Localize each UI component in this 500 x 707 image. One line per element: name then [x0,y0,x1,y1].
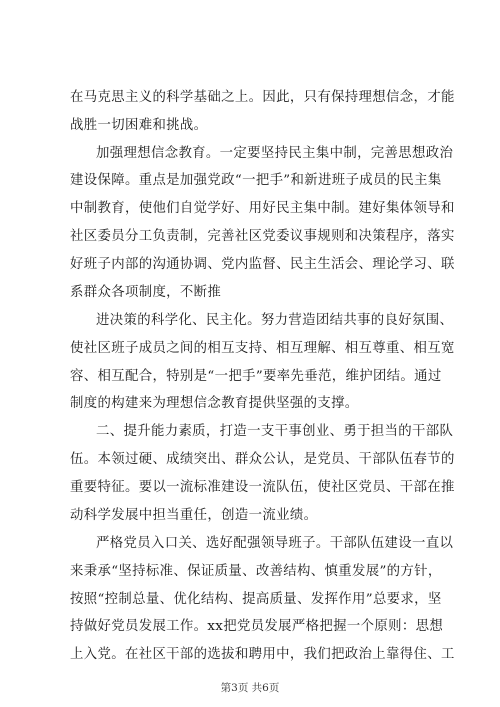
text-line: 二、提升能力素质，打造一支干事创业、勇于担当的干部队 [96,424,454,439]
text-line: 系群众各项制度，不断推 [70,285,222,300]
text-line: 严格党员入口关、选好配强领导班子。干部队伍建设一直以 [96,536,454,551]
text-line: 来秉承“坚持标准、保证质量、改善结构、慎重发展”的方针， [70,564,442,579]
text-line: 进决策的科学化、民主化。努力营造团结共事的良好氛围、 [96,313,454,328]
text-line: 重要特征。要以一流标准建设一流队伍，使社区党员、干部在推 [70,480,455,495]
text-line: 伍。本领过硬、成绩突出、群众公认，是党员、干部队伍春节的 [70,452,455,467]
text-line: 社区委员分工负责制，完善社区党委议事规则和决策程序，落实 [70,229,455,244]
text-line: 在马克思主义的科学基础之上。因此，只有保持理想信念，才能 [70,90,455,105]
text-line: 好班子内部的沟通协调、党内监督、民主生活会、理论学习、联 [70,257,455,272]
text-line: 持做好党员发展工作。xx把党员发展严格把握一个原则：思想 [70,619,444,634]
text-line: 按照“控制总量、优化结构、提高质量、发挥作用”总要求，坚 [70,592,442,607]
text-line: 容、相互配合，特别是“一把手”要率先垂范，维护团结。通过 [70,369,442,384]
text-line: 建设保障。重点是加强党政“一把手”和新进班子成员的民主集 [70,173,442,188]
text-line: 加强理想信念教育。一定要坚持民主集中制，完善思想政治 [96,146,454,161]
text-line: 使社区班子成员之间的相互支持、相互理解、相互尊重、相互宽 [70,341,455,356]
page-footer: 第3页 共6页 [220,682,280,694]
text-line: 中制教育，使他们自觉学好、用好民主集中制。建好集体领导和 [70,201,455,216]
text-line: 战胜一切困难和挑战。 [70,118,208,133]
text-line: 制度的构建来为理想信念教育提供坚强的支撑。 [70,396,359,411]
text-line: 上入党。在社区干部的选拔和聘用中，我们把政治上靠得住、工 [70,647,455,662]
text-line: 动科学发展中担当重任，创造一流业绩。 [70,508,318,523]
